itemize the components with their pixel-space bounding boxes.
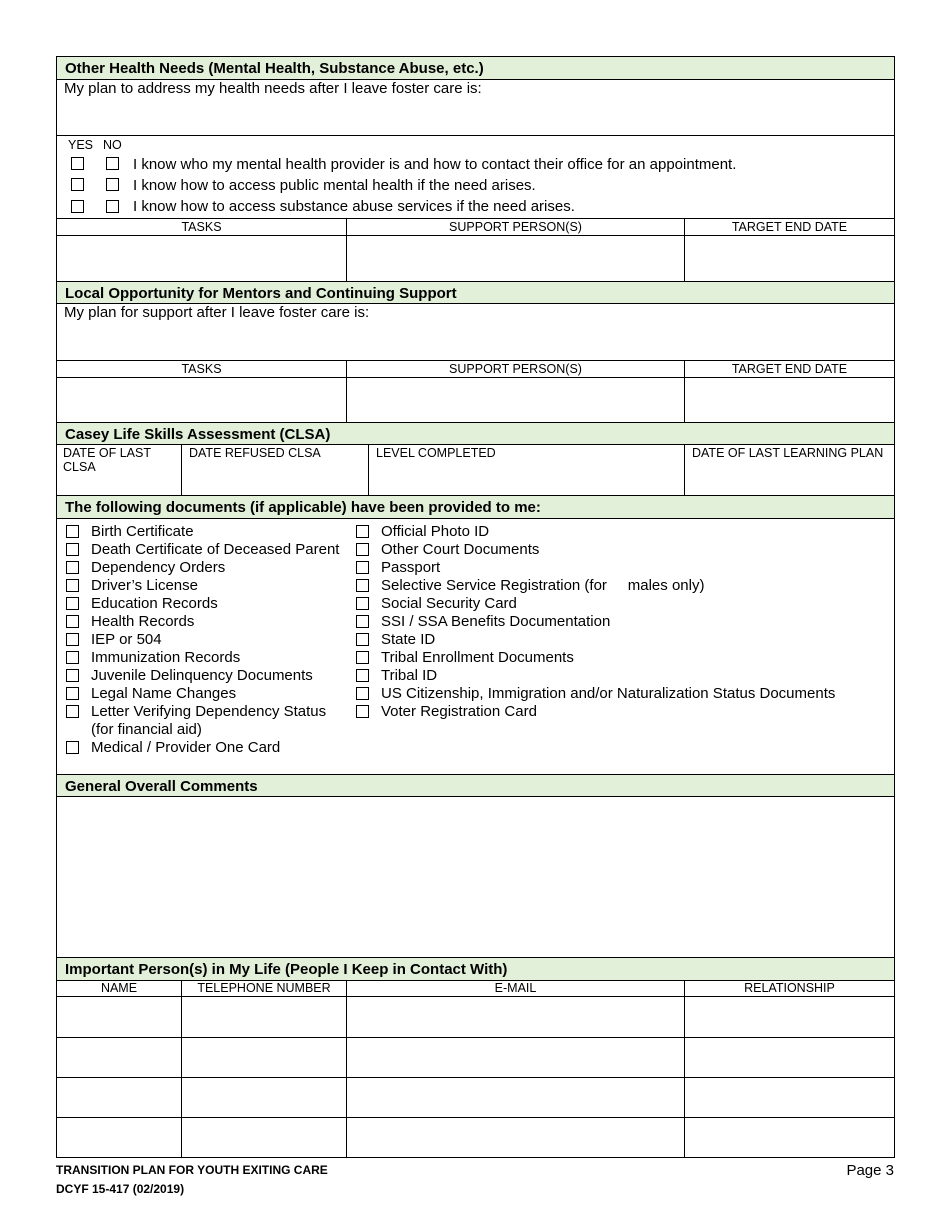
persons-col-phone: TELEPHONE NUMBER <box>197 981 331 995</box>
health-col-tasks: TASKS <box>181 220 222 234</box>
mentors-col-target: TARGET END DATE <box>731 362 848 376</box>
persons-table-row[interactable] <box>57 1078 894 1117</box>
persons-table-row[interactable] <box>57 997 894 1037</box>
mentors-header-text: Local Opportunity for Mentors and Continuing Support <box>65 285 457 302</box>
clsa-col-last: DATE OF LAST CLSA <box>63 446 151 474</box>
health-support-cell[interactable] <box>347 236 684 281</box>
comments-field[interactable] <box>57 797 894 957</box>
doc-checkbox[interactable] <box>356 561 369 574</box>
doc-checkbox[interactable] <box>66 543 79 556</box>
clsa-section-header <box>57 423 894 444</box>
mentors-col-tasks: TASKS <box>181 362 222 376</box>
footer-page-number: Page 3 <box>846 1162 894 1179</box>
health-no-checkbox-1[interactable] <box>106 157 119 170</box>
clsa-refused-field[interactable] <box>182 462 368 494</box>
doc-checkbox[interactable] <box>356 525 369 538</box>
health-yes-checkbox-2[interactable] <box>71 178 84 191</box>
doc-checkbox[interactable] <box>356 579 369 592</box>
footer-form-title: TRANSITION PLAN FOR YOUTH EXITING CARE <box>56 1163 328 1177</box>
clsa-plan-field[interactable] <box>685 462 894 494</box>
mentors-col-support: SUPPORT PERSON(S) <box>449 362 582 376</box>
doc-checkbox[interactable] <box>66 669 79 682</box>
doc-checkbox[interactable] <box>356 543 369 556</box>
documents-section-header <box>57 496 894 518</box>
documents-right-list <box>354 523 894 721</box>
health-no-checkbox-3[interactable] <box>106 200 119 213</box>
comments-section-header <box>57 775 894 796</box>
mentors-plan-prompt: My plan for support after I leave foster care is: <box>64 304 370 321</box>
doc-checkbox[interactable] <box>356 705 369 718</box>
doc-item: IEP or 504 <box>64 631 344 649</box>
doc-item: Tribal Enrollment Documents <box>354 649 894 667</box>
health-statement-2: I know how to access public mental health if the need arises. <box>133 177 536 194</box>
doc-item: Other Court Documents <box>354 541 894 559</box>
health-yes-checkbox-3[interactable] <box>71 200 84 213</box>
doc-checkbox[interactable] <box>66 615 79 628</box>
doc-item: Selective Service Registration (for males only) <box>354 577 894 595</box>
doc-checkbox[interactable] <box>356 687 369 700</box>
doc-item: Dependency Orders <box>64 559 344 577</box>
mentors-tasks-cell[interactable] <box>57 378 346 422</box>
health-section-header <box>57 57 894 79</box>
health-statement-3: I know how to access substance abuse services if the need arises. <box>133 198 575 215</box>
health-no-checkbox-2[interactable] <box>106 178 119 191</box>
doc-item: Death Certificate of Deceased Parent <box>64 541 344 559</box>
health-tasks-cell[interactable] <box>57 236 346 281</box>
health-plan-prompt: My plan to address my health needs after I leave foster care is: <box>64 80 482 97</box>
doc-item: Legal Name Changes <box>64 685 344 703</box>
yes-column-label: YES <box>68 138 94 152</box>
health-header-text: Other Health Needs (Mental Health, Substance Abuse, etc.) <box>65 60 484 77</box>
doc-checkbox[interactable] <box>66 597 79 610</box>
doc-checkbox[interactable] <box>66 687 79 700</box>
health-plan-field[interactable] <box>57 100 894 134</box>
doc-checkbox[interactable] <box>66 741 79 754</box>
clsa-col-plan: DATE OF LAST LEARNING PLAN <box>692 446 884 460</box>
doc-item: Voter Registration Card <box>354 703 894 721</box>
clsa-col-level: LEVEL COMPLETED <box>376 446 496 460</box>
doc-item: Health Records <box>64 613 344 631</box>
clsa-header-text: Casey Life Skills Assessment (CLSA) <box>65 426 331 443</box>
doc-item: Social Security Card <box>354 595 894 613</box>
doc-checkbox[interactable] <box>66 579 79 592</box>
health-statement-1: I know who my mental health provider is and how to contact their office for an appointment. <box>133 156 737 173</box>
doc-item: Passport <box>354 559 894 577</box>
health-yes-checkbox-1[interactable] <box>71 157 84 170</box>
doc-item: SSI / SSA Benefits Documentation <box>354 613 894 631</box>
clsa-col-refused: DATE REFUSED CLSA <box>189 446 321 460</box>
doc-checkbox[interactable] <box>66 525 79 538</box>
doc-item: State ID <box>354 631 894 649</box>
doc-item: Tribal ID <box>354 667 894 685</box>
clsa-level-field[interactable] <box>369 462 684 494</box>
doc-item: US Citizenship, Immigration and/or Naturalization Status Documents <box>354 685 894 703</box>
persons-table-row[interactable] <box>57 1118 894 1157</box>
persons-col-email: E-MAIL <box>494 981 537 995</box>
mentors-section-header <box>57 282 894 303</box>
health-target-cell[interactable] <box>685 236 894 281</box>
mentors-plan-field[interactable] <box>57 324 894 360</box>
comments-header-text: General Overall Comments <box>65 778 258 795</box>
footer-form-number: DCYF 15-417 (02/2019) <box>56 1182 185 1196</box>
doc-checkbox[interactable] <box>66 561 79 574</box>
mentors-support-cell[interactable] <box>347 378 684 422</box>
doc-checkbox[interactable] <box>356 633 369 646</box>
doc-item: Driver’s License <box>64 577 344 595</box>
doc-checkbox[interactable] <box>356 597 369 610</box>
doc-checkbox[interactable] <box>66 651 79 664</box>
persons-table-row[interactable] <box>57 1038 894 1077</box>
doc-checkbox[interactable] <box>356 669 369 682</box>
persons-col-name: NAME <box>100 981 138 995</box>
documents-left-list <box>64 523 344 757</box>
clsa-last-field[interactable] <box>57 475 181 494</box>
doc-item: Birth Certificate <box>64 523 344 541</box>
doc-item: Immunization Records <box>64 649 344 667</box>
health-col-support: SUPPORT PERSON(S) <box>449 220 582 234</box>
doc-checkbox[interactable] <box>356 651 369 664</box>
persons-header-text: Important Person(s) in My Life (People I Keep in Contact With) <box>65 961 508 978</box>
doc-checkbox[interactable] <box>356 615 369 628</box>
persons-col-relationship: RELATIONSHIP <box>744 981 835 995</box>
persons-section-header <box>57 958 894 980</box>
no-column-label: NO <box>103 138 122 152</box>
doc-item: Letter Verifying Dependency Status (for financial aid) <box>64 703 344 739</box>
health-col-target: TARGET END DATE <box>731 220 848 234</box>
doc-item: Education Records <box>64 595 344 613</box>
doc-checkbox[interactable] <box>66 633 79 646</box>
doc-item: Official Photo ID <box>354 523 894 541</box>
documents-header-text: The following documents (if applicable) have been provided to me: <box>65 499 541 516</box>
doc-item: Medical / Provider One Card <box>64 739 344 757</box>
doc-item: Juvenile Delinquency Documents <box>64 667 344 685</box>
mentors-target-cell[interactable] <box>685 378 894 422</box>
doc-checkbox[interactable] <box>66 705 79 718</box>
